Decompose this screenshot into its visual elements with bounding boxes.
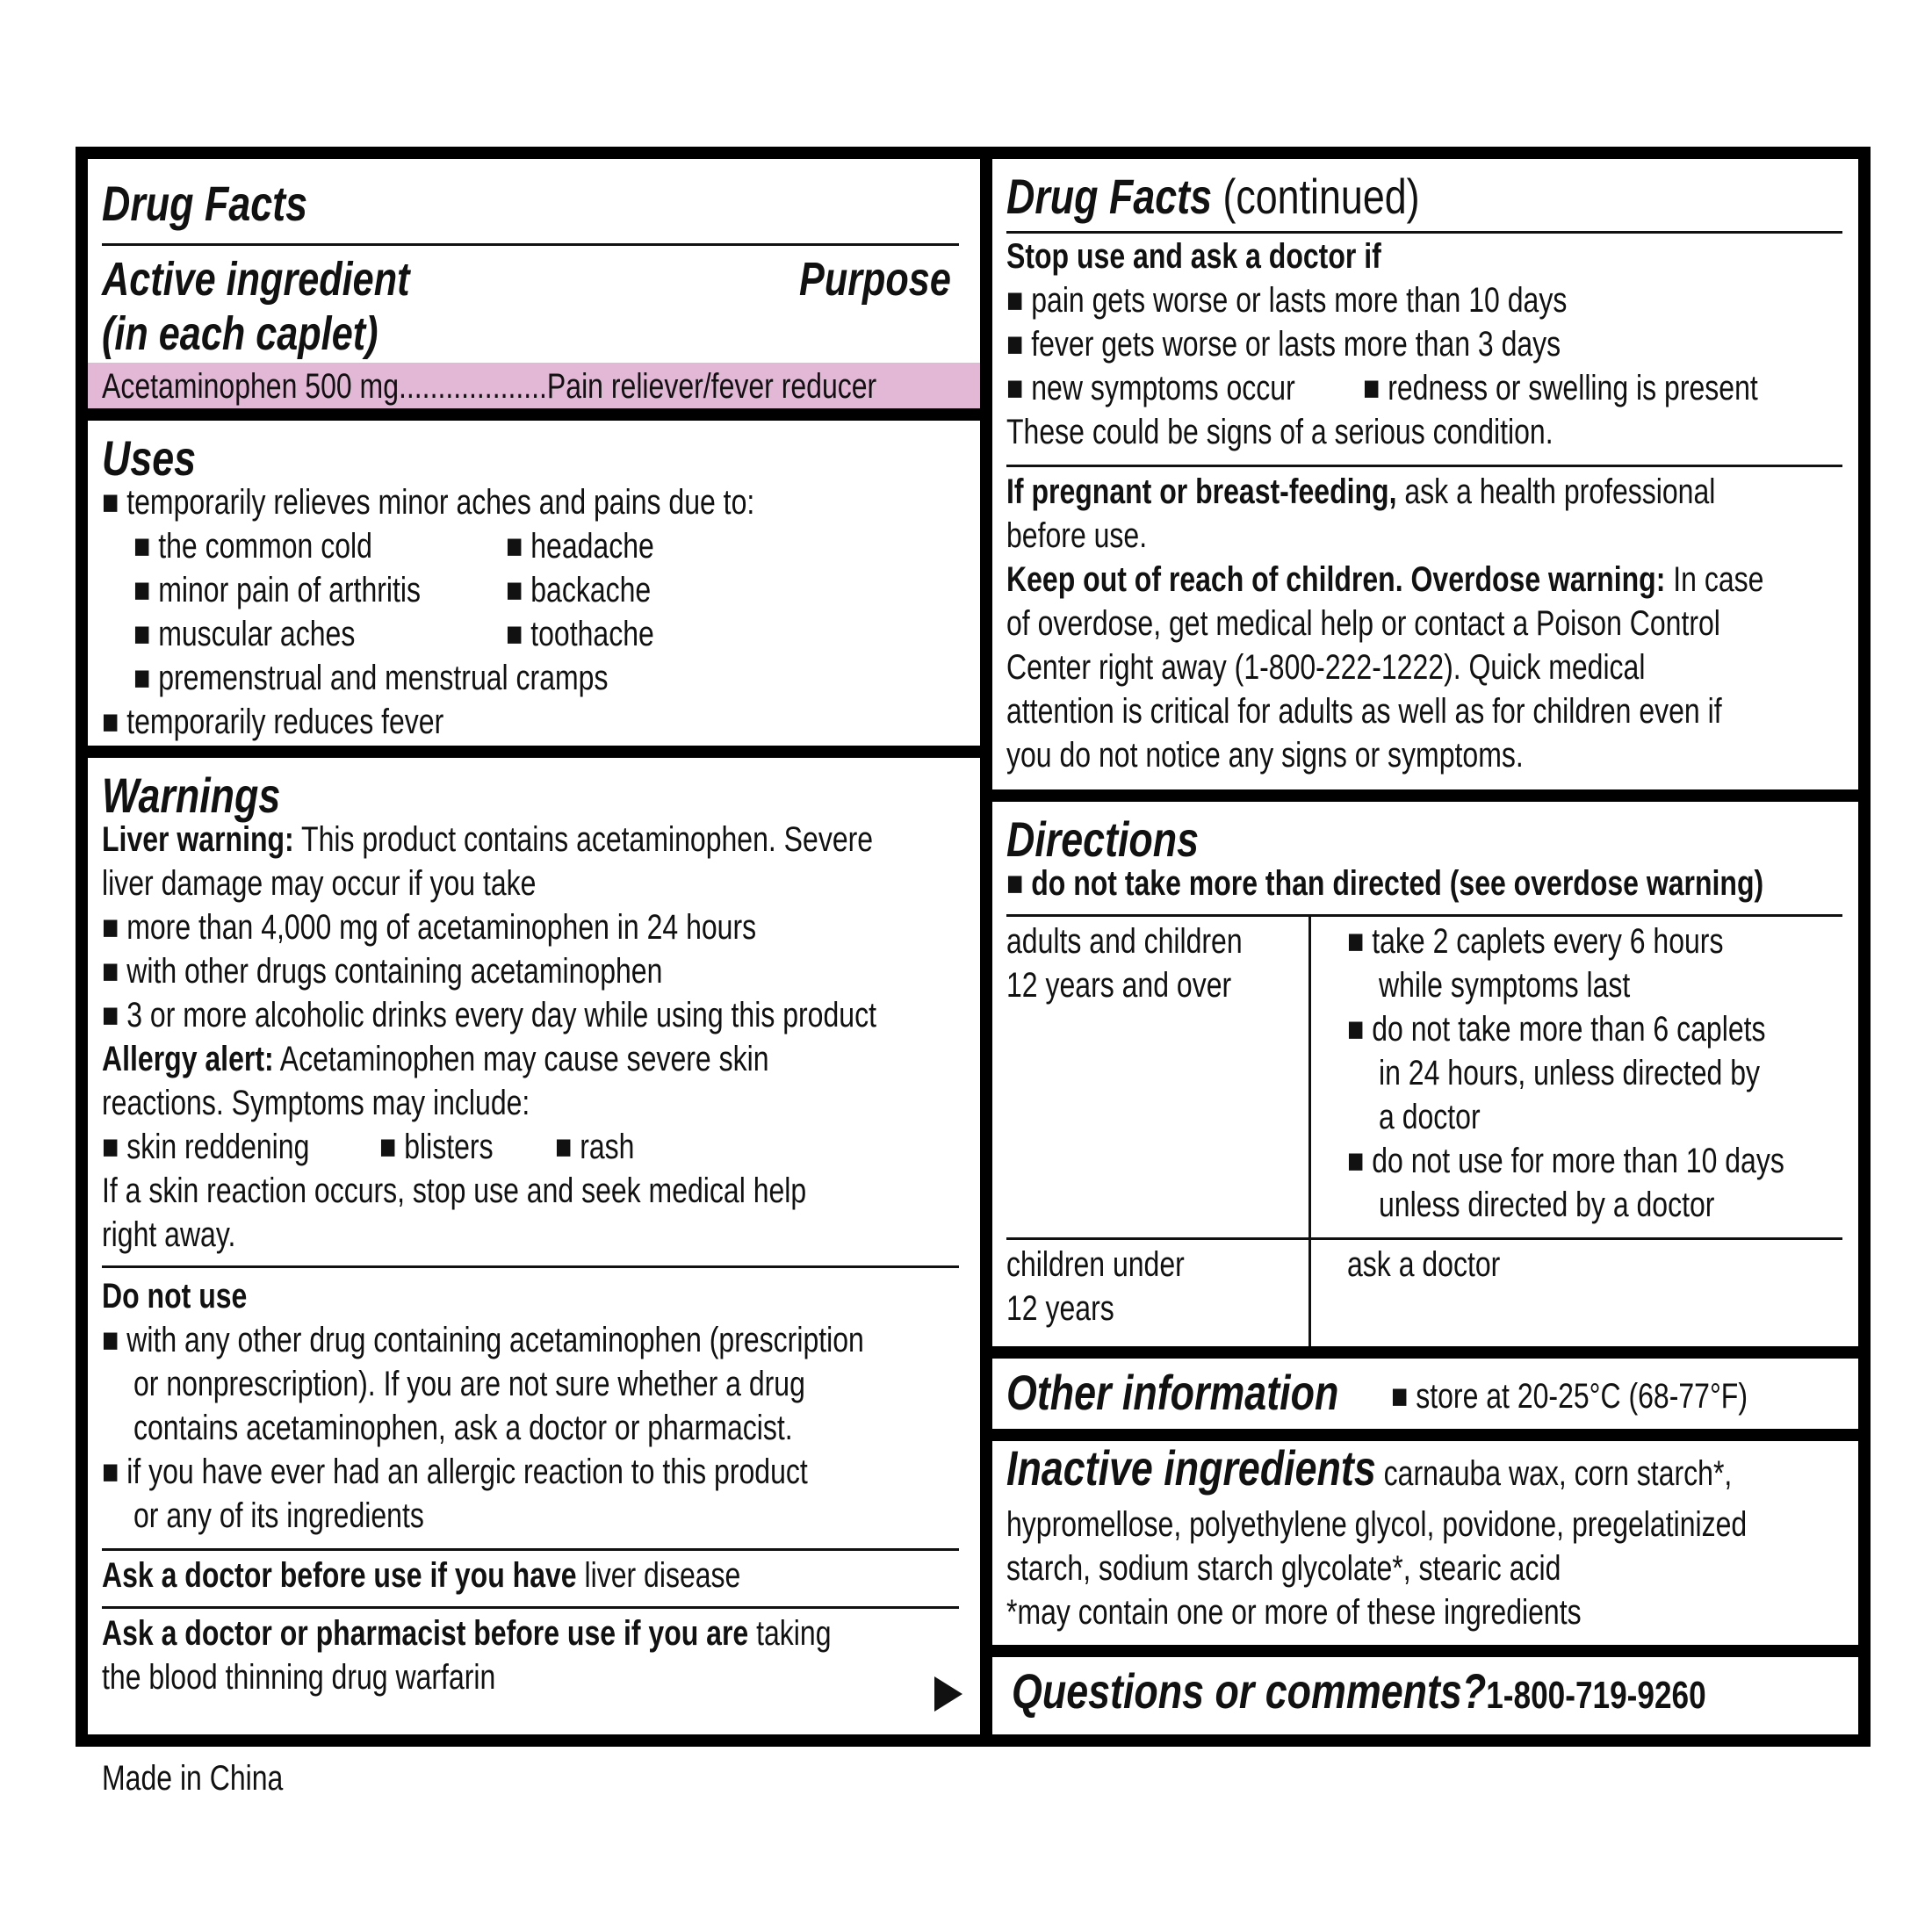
directions-dose-line: ■ take 2 caplets every 6 hours [1347, 922, 1724, 961]
allergy-item: ■ blisters [379, 1128, 494, 1166]
directions-panel [992, 802, 1858, 1346]
directions-subtitle: ■ do not take more than directed (see overdose warning) [1006, 864, 1764, 903]
other-information-title: Other information [1006, 1365, 1339, 1420]
uses-item: ■ the common cold [133, 527, 372, 566]
made-in-label: Made in China [102, 1759, 284, 1798]
uses-item: ■ backache [506, 571, 652, 609]
other-information-text: ■ store at 20-25°C (68-77°F) [1391, 1377, 1748, 1416]
liver-warning-line: liver damage may occur if you take [102, 864, 537, 903]
directions-dose-line: in 24 hours, unless directed by [1379, 1054, 1761, 1092]
do-not-use-line: ■ if you have ever had an allergic reaction to this product [102, 1453, 808, 1491]
uses-panel [88, 421, 980, 746]
continued-title: Drug Facts (continued) [1006, 169, 1420, 224]
directions-dose-line: ■ do not use for more than 10 days [1347, 1142, 1784, 1180]
purpose-heading: Purpose [799, 253, 951, 306]
keep-out-line: attention is critical for adults as well as for children even if [1006, 692, 1722, 731]
stop-use-item: ■ redness or swelling is present [1363, 369, 1758, 407]
warnings-rule [102, 1265, 959, 1268]
pregnant-line: If pregnant or breast-feeding, ask a health professional [1006, 472, 1716, 511]
warnings-rule [102, 1548, 959, 1551]
allergy-item: ■ skin reddening [102, 1128, 310, 1166]
warnings-rule [102, 1606, 959, 1609]
inactive-ingredients-line: hypromellose, polyethylene glycol, povidone, pregelatinized [1006, 1505, 1748, 1544]
header-rule [102, 243, 959, 246]
active-ingredient-subheading: (in each caplet) [102, 307, 378, 360]
uses-title: Uses [102, 430, 197, 486]
do-not-use-line: ■ with any other drug containing acetaminophen (prescription [102, 1321, 864, 1359]
allergy-item: ■ rash [555, 1128, 635, 1166]
header-panel [88, 159, 980, 408]
inactive-ingredients-line: starch, sodium starch glycolate*, stearic acid [1006, 1549, 1561, 1588]
directions-dose-line: a doctor [1379, 1098, 1481, 1136]
keep-out-line: Keep out of reach of children. Overdose warning: In case [1006, 560, 1764, 599]
liver-warning-line: Liver warning: This product contains acetaminophen. Severe [102, 820, 874, 859]
directions-title: Directions [1006, 811, 1200, 867]
stop-use-item: ■ pain gets worse or lasts more than 10 days [1006, 281, 1568, 320]
liver-item: ■ with other drugs containing acetaminophen [102, 952, 663, 991]
directions-column-divider [1308, 914, 1311, 1346]
directions-rule [1006, 914, 1842, 917]
directions-dose-line: ■ do not take more than 6 caplets [1347, 1010, 1766, 1049]
continued-rule [1006, 231, 1842, 234]
directions-dose-line: while symptoms last [1379, 966, 1631, 1005]
stop-use-item: ■ new symptoms occur [1006, 369, 1295, 407]
warnings-panel [88, 758, 980, 1734]
pregnant-line: before use. [1006, 516, 1148, 555]
liver-item: ■ more than 4,000 mg of acetaminophen in 24 hours [102, 908, 757, 947]
questions-panel [992, 1657, 1858, 1734]
allergy-alert-line: reactions. Symptoms may include: [102, 1084, 530, 1122]
inactive-ingredients-panel [992, 1441, 1858, 1645]
drug-facts-label [76, 147, 1871, 1747]
drug-facts-title: Drug Facts [102, 176, 307, 231]
directions-age-label: 12 years and over [1006, 966, 1232, 1005]
do-not-use-line: or nonprescription). If you are not sure whether a drug [133, 1365, 805, 1403]
uses-item: ■ minor pain of arthritis [133, 571, 421, 609]
questions-line: Questions or comments?1-800-719-9260 [1012, 1663, 1706, 1719]
uses-item: ■ temporarily relieves minor aches and pains due to: [102, 483, 755, 522]
directions-rule [1006, 1237, 1842, 1240]
uses-item: ■ muscular aches [133, 615, 356, 653]
inactive-ingredients-line: *may contain one or more of these ingredients [1006, 1593, 1582, 1632]
stop-use-item: ■ fever gets worse or lasts more than 3 days [1006, 325, 1561, 364]
inactive-ingredients-line: Inactive ingredients carnauba wax, corn starch*, [1006, 1441, 1733, 1496]
continued-rule [1006, 465, 1842, 467]
stop-use-title: Stop use and ask a doctor if [1006, 237, 1381, 276]
allergy-alert-line: Allergy alert: Acetaminophen may cause severe skin [102, 1040, 769, 1078]
triangle-right-icon [934, 1676, 962, 1712]
warnings-title: Warnings [102, 768, 281, 823]
stop-use-note: These could be signs of a serious condition. [1006, 413, 1554, 451]
uses-item: ■ toothache [506, 615, 654, 653]
directions-age-label: 12 years [1006, 1289, 1114, 1328]
active-ingredient-line: Acetaminophen 500 mg...................Pain reliever/fever reducer [102, 367, 877, 406]
uses-item: ■ premenstrual and menstrual cramps [133, 659, 609, 697]
directions-age-label: adults and children [1006, 922, 1243, 961]
other-information-panel [992, 1359, 1858, 1429]
liver-item: ■ 3 or more alcoholic drinks every day while using this product [102, 996, 876, 1034]
directions-age-label: children under [1006, 1245, 1185, 1284]
active-ingredient-heading: Active ingredient [102, 253, 410, 306]
uses-item: ■ headache [506, 527, 654, 566]
ask-doctor-line: Ask a doctor before use if you have liver disease [102, 1556, 741, 1595]
ask-pharmacist-line: the blood thinning drug warfarin [102, 1658, 496, 1697]
do-not-use-line: or any of its ingredients [133, 1496, 424, 1535]
keep-out-line: of overdose, get medical help or contact a Poison Control [1006, 604, 1720, 643]
ask-pharmacist-line: Ask a doctor or pharmacist before use if you are taking [102, 1614, 832, 1653]
keep-out-line: Center right away (1-800-222-1222). Quick medical [1006, 648, 1646, 687]
skin-reaction-line: If a skin reaction occurs, stop use and seek medical help [102, 1171, 807, 1210]
do-not-use-line: contains acetaminophen, ask a doctor or pharmacist. [133, 1409, 793, 1447]
skin-reaction-line: right away. [102, 1215, 236, 1254]
continued-panel [992, 159, 1858, 789]
directions-dose-line: unless directed by a doctor [1379, 1186, 1715, 1224]
directions-dose-line: ask a doctor [1347, 1245, 1501, 1284]
uses-item: ■ temporarily reduces fever [102, 703, 444, 741]
keep-out-line: you do not notice any signs or symptoms. [1006, 736, 1524, 775]
do-not-use-title: Do not use [102, 1277, 248, 1316]
